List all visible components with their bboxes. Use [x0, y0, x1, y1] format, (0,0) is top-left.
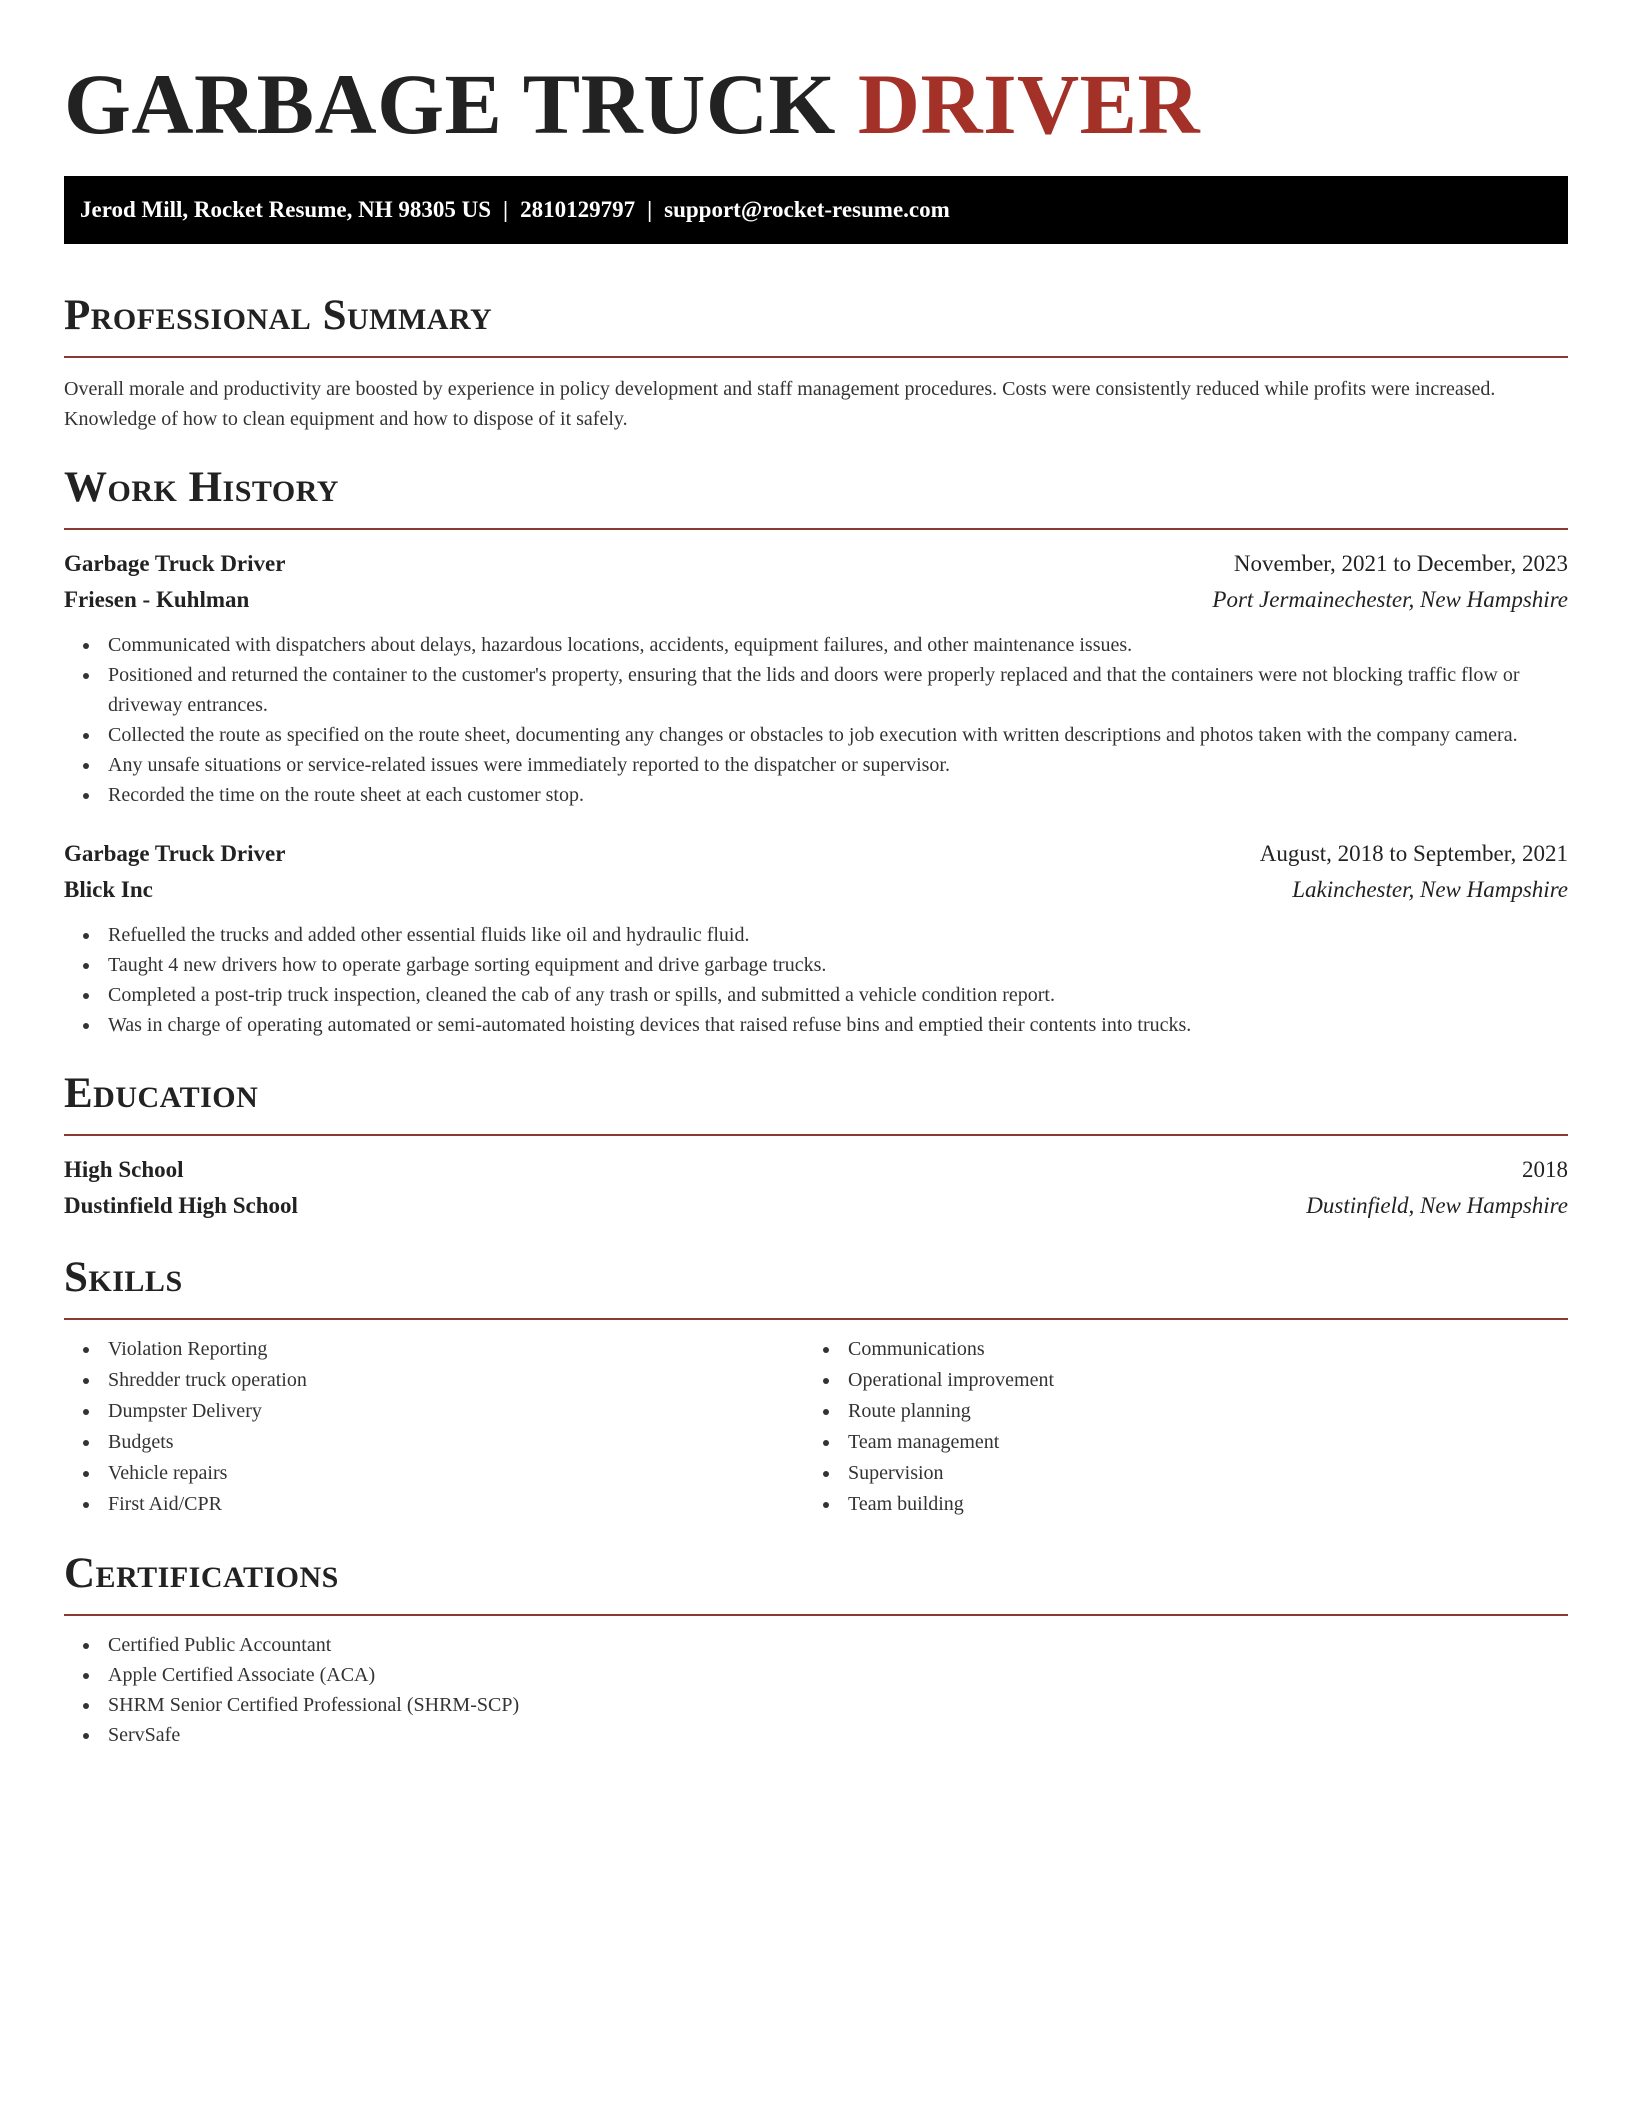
- contact-separator: |: [502, 197, 509, 222]
- skill-item: Route planning: [804, 1396, 1544, 1427]
- section-divider: [64, 1318, 1568, 1320]
- section-divider: [64, 528, 1568, 530]
- resume-title: [64, 0, 1568, 154]
- section-divider: [64, 1134, 1568, 1136]
- contact-address: Jerod Mill, Rocket Resume, NH 98305 US: [80, 197, 491, 222]
- job-header-row: [64, 836, 1568, 872]
- title-main: GARBAGE TRUCK: [64, 56, 836, 152]
- contact-bar: [64, 176, 1568, 244]
- education-degree-row: [64, 1152, 1568, 1188]
- education-school-row: [64, 1188, 1568, 1224]
- summary-section: [64, 288, 1568, 434]
- education-school: Dustinfield High School: [64, 1193, 298, 1218]
- education-section: [64, 1066, 1568, 1224]
- skill-item: Communications: [804, 1334, 1544, 1365]
- skill-item: Operational improvement: [804, 1365, 1544, 1396]
- work-history-heading: Work History: [64, 464, 339, 511]
- section-divider: [64, 356, 1568, 358]
- list-item: Collected the route as specified on the route sheet, documenting any changes or obstacles to job execution with written descriptions and photos taken with the company camera.: [64, 720, 1568, 750]
- list-item: Positioned and returned the container to the customer's property, ensuring that the lids and doors were properly replaced and that the containers were not blocking traffic flow or driveway entrances.: [64, 660, 1568, 720]
- section-divider: [64, 1614, 1568, 1616]
- skills-section: [64, 1250, 1568, 1520]
- title-accent: DRIVER: [857, 56, 1201, 152]
- list-item: Any unsafe situations or service-related issues were immediately reported to the dispatcher or supervisor.: [64, 750, 1568, 780]
- skills-list-right: [804, 1334, 1544, 1520]
- certifications-section: [64, 1546, 1568, 1750]
- skill-item: Team building: [804, 1489, 1544, 1520]
- certifications-list: [64, 1630, 1568, 1750]
- list-item: Completed a post-trip truck inspection, cleaned the cab of any trash or spills, and submitted a vehicle condition report.: [64, 980, 1568, 1010]
- job-duties-list: [64, 630, 1568, 810]
- contact-email: support@rocket-resume.com: [664, 197, 950, 222]
- skill-item: Vehicle repairs: [64, 1458, 804, 1489]
- education-year: 2018: [1522, 1157, 1568, 1182]
- skill-item: First Aid/CPR: [64, 1489, 804, 1520]
- job-duties-list: [64, 920, 1568, 1040]
- job-header-row: [64, 546, 1568, 582]
- education-heading: Education: [64, 1070, 259, 1117]
- job-location: Lakinchester, New Hampshire: [1292, 877, 1568, 902]
- education-location: Dustinfield, New Hampshire: [1306, 1193, 1568, 1218]
- summary-text: Overall morale and productivity are boosted by experience in policy development and staff management procedures. Costs were consistently reduced while profits were increased. Knowledge of how to clean equipment and how to dispose of it safely.: [64, 378, 1496, 430]
- contact-phone: 2810129797: [520, 197, 636, 222]
- list-item: Refuelled the trucks and added other essential fluids like oil and hydraulic fluid.: [64, 920, 1568, 950]
- certification-item: ServSafe: [64, 1720, 1568, 1750]
- job-company: Blick Inc: [64, 877, 153, 902]
- job-dates: August, 2018 to September, 2021: [1259, 841, 1568, 866]
- list-item: Taught 4 new drivers how to operate garbage sorting equipment and drive garbage trucks.: [64, 950, 1568, 980]
- job-company: Friesen - Kuhlman: [64, 587, 250, 612]
- skill-item: Supervision: [804, 1458, 1544, 1489]
- job-entry: [64, 546, 1568, 810]
- certification-item: Certified Public Accountant: [64, 1630, 1568, 1660]
- job-company-row: [64, 872, 1568, 908]
- certifications-heading: Certifications: [64, 1550, 339, 1597]
- contact-separator: |: [647, 197, 653, 222]
- work-history-section: [64, 460, 1568, 1040]
- list-item: Recorded the time on the route sheet at each customer stop.: [64, 780, 1568, 810]
- skills-list-left: [64, 1334, 804, 1520]
- certification-item: SHRM Senior Certified Professional (SHRM-SCP): [64, 1690, 1568, 1720]
- skill-item: Dumpster Delivery: [64, 1396, 804, 1427]
- job-dates: November, 2021 to December, 2023: [1233, 551, 1568, 576]
- list-item: Communicated with dispatchers about delays, hazardous locations, accidents, equipment failures, and other maintenance issues.: [64, 630, 1568, 660]
- summary-heading: Professional Summary: [64, 292, 493, 339]
- education-degree: High School: [64, 1157, 184, 1182]
- list-item: Was in charge of operating automated or semi-automated hoisting devices that raised refuse bins and emptied their contents into trucks.: [64, 1010, 1568, 1040]
- job-location: Port Jermainechester, New Hampshire: [1212, 587, 1568, 612]
- job-title: Garbage Truck Driver: [64, 841, 286, 866]
- skills-heading: Skills: [64, 1254, 183, 1301]
- skills-grid: [64, 1334, 1568, 1520]
- skill-item: Violation Reporting: [64, 1334, 804, 1365]
- certification-item: Apple Certified Associate (ACA): [64, 1660, 1568, 1690]
- skill-item: Shredder truck operation: [64, 1365, 804, 1396]
- job-entry: [64, 836, 1568, 1040]
- job-company-row: [64, 582, 1568, 618]
- education-entry: [64, 1152, 1568, 1224]
- skill-item: Budgets: [64, 1427, 804, 1458]
- job-title: Garbage Truck Driver: [64, 551, 286, 576]
- skill-item: Team management: [804, 1427, 1544, 1458]
